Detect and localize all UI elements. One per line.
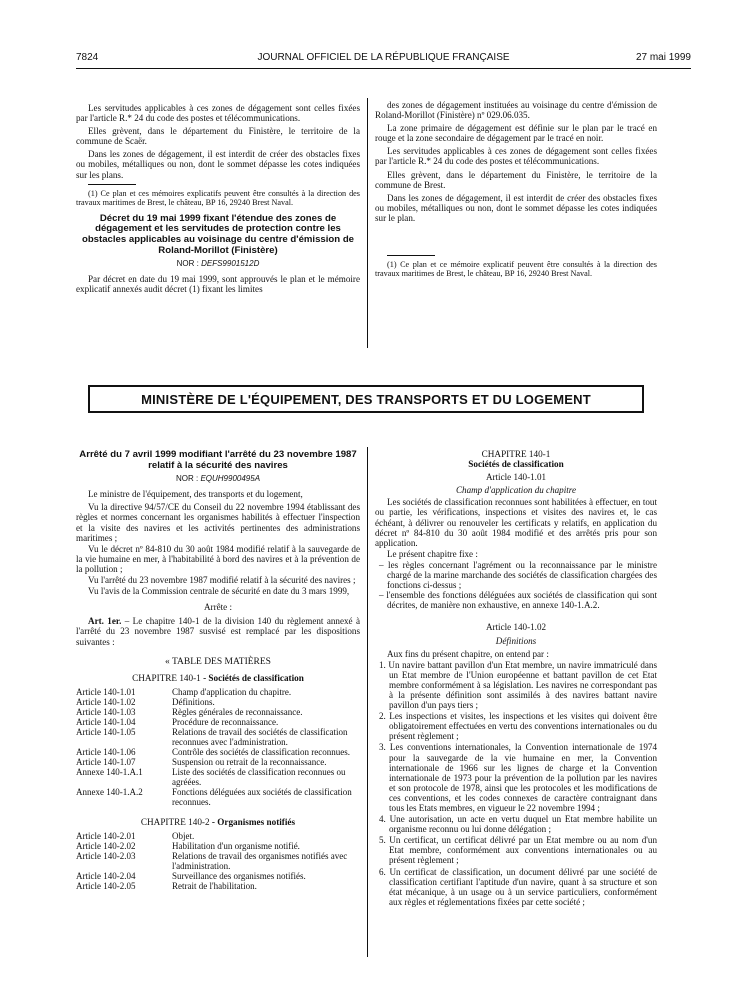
toc-article-number: Article 140-1.07 (76, 756, 136, 767)
toc-article-number: Annexe 140-1.A.2 (76, 786, 143, 797)
bottom-right-column (375, 449, 657, 908)
bottom-left-column (76, 450, 360, 891)
paragraph: Dans les zones de dégagement, il est interdit de créer des obstacles fixes ou mobiles, métalliques ou non, dont le sommet dépasse les cotes indiquées sur les plans. (76, 149, 360, 180)
list-item: 6. Un certificat de classification, un document délivré par une société de classification certifiant l'aptitude d'un navire, quant à sa structure et son état mécanique, à un usage ou à un service particuliers, conformément aux règles et réglementations fixées par cette société ; (379, 866, 657, 907)
visa: Vu la directive 94/57/CE du Conseil du 22 novembre 1994 établissant des règles et normes concernant les organismes habilités à effectuer l'inspection et la visite des navires et les activités pertinentes des administrations maritimes ; (76, 502, 360, 543)
page-number: 7824 (76, 52, 99, 63)
nor-reference (76, 259, 360, 269)
footnote-rule (88, 184, 136, 185)
chapter-title: Sociétés de classification (468, 459, 564, 470)
toc-article-title: Champ d'application du chapitre. (172, 686, 292, 697)
column-divider-top (367, 98, 368, 348)
toc-article-title: Relations de travail des sociétés de classification reconnues avec l'administration. (172, 726, 348, 747)
toc-article-number: Article 140-2.03 (76, 850, 136, 861)
footnote-rule (387, 255, 435, 256)
toc-title: « TABLE DES MATIÈRES (165, 656, 271, 667)
list-item: 2. Les inspections et visites, les inspections et les visites qui doivent être obligatoirement effectuées en vertu des conventions internationales ou du présent règlement ; (379, 711, 657, 742)
decree-title: Décret du 19 mai 1999 fixant l'étendue des zones de dégagement et les servitudes de protection contre les obstacles applicables au voisinage du centre d'émission de Roland-Morillot (Finistère) (81, 212, 355, 256)
toc-row (76, 757, 360, 767)
article-label: Article 140-1.01 (485, 472, 547, 483)
toc-article-title: Définitions. (172, 696, 215, 707)
chapter-label: CHAPITRE 140-1 (481, 449, 551, 459)
paragraph: Elles grèvent, dans le département du Finistère, le territoire de la commune de Brest. (375, 169, 657, 190)
toc-row (76, 841, 360, 851)
toc-article-number: Article 140-2.04 (76, 870, 136, 881)
toc-article-title: Liste des sociétés de classification reconnues ou agréées. (172, 766, 346, 787)
toc-row (76, 747, 360, 757)
toc-chapter-1-label: CHAPITRE 140-1 (132, 672, 201, 683)
nor-reference (76, 474, 360, 484)
article-intro: Le présent chapitre fixe : (387, 548, 478, 559)
toc-row (76, 767, 360, 787)
toc-row (76, 727, 360, 747)
nor-label: NOR : (175, 474, 199, 484)
article-title: Champ d'application du chapitre (455, 485, 577, 496)
article-1-label: Art. 1er. (88, 616, 122, 627)
toc-row (76, 707, 360, 717)
paragraph: Les servitudes applicables à ces zones de dégagement sont celles fixées par l'article R.* 24 du code des postes et télécommunications. (375, 146, 657, 167)
toc-row (76, 851, 360, 871)
toc-row (76, 787, 360, 807)
toc-article-title: Surveillance des organismes notifiés. (172, 870, 306, 881)
toc-article-number: Article 140-1.06 (76, 746, 136, 757)
toc-article-number: Annexe 140-1.A.1 (76, 766, 143, 777)
toc-row (76, 697, 360, 707)
visa: Vu le décret nº 84-810 du 30 août 1984 modifié relatif à la sauvegarde de la vie humaine en mer, à l'habitabilité à bord des navires et à la prévention de la pollution ; (76, 543, 360, 574)
article-text: Les sociétés de classification reconnues sont habilitées à effectuer, en tout ou partie, les vérifications, inspections et visites des navires et, le cas échéant, à délivrer ou renouveler les certificats y relatifs, en application du décret nº 84-810 du 30 août 1984 modifié et des arrêtés pris pour son application. (375, 497, 657, 548)
list-item: – l'ensemble des fonctions déléguées aux sociétés de classification qui sont décrites, de manière non exhaustive, en annexe 140-1.A.2. (379, 590, 657, 611)
toc-article-title: Suspension ou retrait de la reconnaissance. (172, 756, 327, 767)
footnote: (1) Ce plan et ces mémoires explicatifs peuvent être consultés à la direction des travaux maritimes de Brest, le château, BP 16, 29240 Brest Naval. (76, 188, 360, 207)
article-list (375, 560, 657, 610)
article-title: Définitions (495, 635, 537, 646)
journal-title: JOURNAL OFFICIEL DE LA RÉPUBLIQUE FRANÇAISE (257, 52, 510, 63)
list-item: – les règles concernant l'agrément ou la reconnaissance par le ministre chargé de la marine marchande des sociétés de classification chargées des fonctions ci-dessus ; (379, 559, 657, 591)
toc-row (76, 687, 360, 697)
toc-row (76, 717, 360, 727)
paragraph: des zones de dégagement instituées au voisinage du centre d'émission de Roland-Morillot (Finistère) nº 029.06.035. (375, 100, 657, 121)
toc-chapter-2-label: CHAPITRE 140-2 (140, 816, 210, 827)
visa: Le ministre de l'équipement, des transports et du logement, (88, 489, 303, 500)
toc-chapter-2-title: - Organismes notifiés (209, 816, 296, 827)
toc-row (76, 871, 360, 881)
toc-article-number: Article 140-1.01 (76, 686, 136, 697)
footnote: (1) Ce plan et ce mémoire explicatif peuvent être consultés à la direction des travaux maritimes de Brest, le château, BP 16, 29240 Brest Naval. (375, 260, 657, 279)
toc-article-title: Règles générales de reconnaissance. (172, 706, 303, 717)
article-1-text: – Le chapitre 140-1 de la division 140 du règlement annexé à l'arrêté du 23 novembre 1987 susvisé est remplacé par les dispositions suivantes : (76, 616, 360, 647)
column-divider-bottom (367, 447, 368, 957)
ministry-banner: MINISTÈRE DE L'ÉQUIPEMENT, DES TRANSPORTS ET DU LOGEMENT (88, 385, 644, 413)
article-label: Article 140-1.02 (485, 622, 547, 633)
toc-article-title: Relations de travail des organismes notifiés avec l'administration. (172, 850, 348, 871)
toc-chapter-1 (76, 687, 360, 807)
visa: Vu l'avis de la Commission centrale de sécurité en date du 3 mars 1999, (88, 586, 350, 597)
paragraph: Dans les zones de dégagement, il est interdit de créer des obstacles fixes ou mobiles, métalliques ou non, dont le sommet dépasse les cotes indiquées sur le plan. (375, 192, 657, 223)
definitions-list (375, 660, 657, 907)
toc-article-title: Objet. (172, 830, 195, 841)
toc-article-number: Article 140-1.02 (76, 696, 136, 707)
top-left-column (76, 103, 360, 298)
paragraph: Les servitudes applicables à ces zones de dégagement sont celles fixées par l'article R.* 24 du code des postes et télécommunications. (76, 103, 360, 124)
nor-label: NOR : (176, 259, 199, 269)
page-header (76, 52, 691, 66)
list-item: 4. Une autorisation, un acte en vertu duquel un Etat membre habilite un organisme reconnu ou lui donne délégation ; (379, 814, 657, 835)
toc-article-number: Article 140-2.05 (76, 880, 136, 891)
list-item: 3. Les conventions internationales, la Convention internationale de 1974 pour la sauvegarde de la vie humaine en mer, la Convention internationale de 1966 sur les lignes de charge et la Convention internationale de 1973 pour la prévention de la pollution par les navires et son protocole de 1978, ainsi que les protocoles et les modifications de ces conventions, et les codes connexes de caractère contraignant dans tous les Etats membres, en vigueur le 22 novembre 1994 ; (379, 742, 657, 813)
header-rule (76, 68, 691, 69)
toc-chapter-2-heading (76, 817, 360, 827)
paragraph: Elles grèvent, dans le département du Finistère, le territoire de la commune de Scaër. (76, 126, 360, 147)
article-1 (76, 616, 360, 646)
paragraph: La zone primaire de dégagement est définie sur le plan par le tracé en rouge et la zone secondaire de dégagement par le tracé en noir. (375, 123, 657, 144)
article-intro: Aux fins du présent chapitre, on entend par : (387, 648, 549, 659)
decree-text: Par décret en date du 19 mai 1999, sont approuvés le plan et le mémoire explicatif annexés audit décret (1) fixant les limites (76, 274, 360, 295)
toc-article-number: Article 140-2.02 (76, 840, 136, 851)
toc-article-title: Retrait de l'habilitation. (172, 880, 257, 891)
arrete-title: Arrêté du 7 avril 1999 modifiant l'arrêté du 23 novembre 1987 relatif à la sécurité des navires (79, 449, 357, 471)
visa: Vu l'arrêté du 23 novembre 1987 modifié relatif à la sécurité des navires ; (88, 575, 356, 586)
list-item: 5. Un certificat, un certificat délivré par un Etat membre ou au nom d'un Etat membre, conformément aux conventions internationales ou au présent règlement ; (379, 835, 657, 866)
nor-code: DEFS9901512D (201, 259, 260, 269)
nor-code: EQUH9900495A (200, 474, 261, 484)
toc-article-number: Article 140-1.05 (76, 726, 136, 737)
issue-date: 27 mai 1999 (635, 52, 691, 63)
toc-chapter-1-heading (76, 673, 360, 683)
top-right-column (375, 100, 657, 278)
toc-row (76, 881, 360, 891)
toc-article-number: Article 140-1.04 (76, 716, 136, 727)
toc-article-title: Contrôle des sociétés de classification reconnues. (172, 746, 350, 757)
list-item: 1. Un navire battant pavillon d'un Etat membre, un navire immatriculé dans un Etat membre de l'Union européenne et battant pavillon de cet Etat membre conformément à sa législation. Les navires ne correspondant pas à la présente définition sont assimilés à des navires battant navire pavillon d'un pays tiers ; (379, 659, 657, 711)
toc-article-title: Fonctions déléguées aux sociétés de classification reconnues. (172, 786, 352, 807)
toc-chapter-1-title: - Sociétés de classification (200, 672, 304, 683)
toc-article-title: Habilitation d'un organisme notifié. (172, 840, 300, 851)
toc-chapter-2 (76, 831, 360, 891)
toc-article-title: Procédure de reconnaissance. (172, 716, 279, 727)
toc-row (76, 831, 360, 841)
arrete-label: Arrête : (203, 602, 233, 613)
toc-article-number: Article 140-1.03 (76, 706, 136, 717)
toc-article-number: Article 140-2.01 (76, 830, 136, 841)
